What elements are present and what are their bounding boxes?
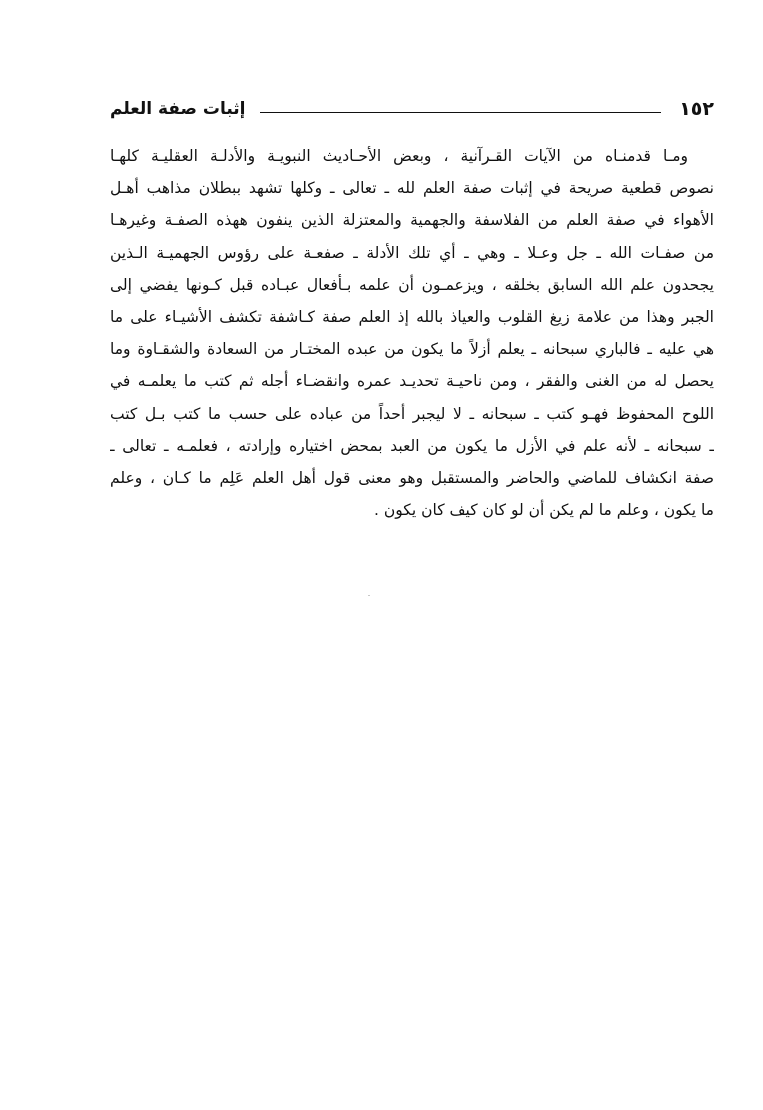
text-line: اللوح المحفوظ فهـو كتب ـ سبحانه ـ لا ليجبر أحداً من عباده على حسب ما كتب بـل كتب — [110, 404, 714, 423]
scan-speck — [368, 595, 370, 596]
text-line: هي عليه ـ فالباري سبحانه ـ يعلم أزلاً ما يكون من عبده المختـار من السعادة والشقـاوة وما — [110, 340, 714, 359]
running-title: إثبات صفة العلم — [110, 99, 246, 119]
text-line: ما يكون ، وعلم ما لم يكن أن لو كان كيف كان يكون . — [374, 501, 714, 520]
text-line: ـ سبحانه ـ لأنه علم في الأزل ما يكون من العبد بمحض اختياره وإرادته ، فعلمـه ـ تعالى ـ — [110, 436, 714, 455]
text-line: صفة انكشاف للماضي والحاضر والمستقبل وهو معنى قول أهل العلم عَلِم ما كـان ، وعلم — [110, 468, 714, 487]
header-rule — [260, 112, 662, 113]
body-paragraph — [110, 140, 714, 526]
page-number: ١٥٢ — [679, 98, 714, 120]
page-header — [110, 94, 714, 124]
text-line: يحصل له من الغنى والفقر ، ومن ناحيـة تحديـد عمره وانقضـاء أجله ثم كتب ما يعلمـه في — [110, 372, 714, 391]
text-line: الأهواء في صفة العلم من الفلاسفة والجهمية والمعتزلة الذين ينفون ههذه الصفـة وغيرهـا — [110, 211, 714, 230]
text-line: نصوص قطعية صريحة في إثبات صفة العلم لله ـ تعالى ـ وكلها تشهد ببطلان مذاهب أهـل — [110, 179, 714, 198]
text-line: الجبر وهذا من علامة زيغ القلوب والعياذ بالله إذ العلم صفة كـاشفة تكشف الأشيـاء على ما — [110, 307, 714, 326]
text-line: ومـا قدمنـاه من الآيات القـرآنية ، وبعض الأحـاديث النبويـة والأدلـة العقليـة كلهـا — [110, 147, 688, 165]
text-line: من صفـات الله ـ جل وعـلا ـ وهي ـ أي تلك الأدلة ـ صفعـة على رؤوس الجهميـة الـذين — [110, 243, 714, 262]
text-line: يجحدون علم الله السابق بخلقه ، ويزعمـون أن علمه بـأفعال عبـاده قبل كـونها يفضي إلى — [110, 275, 714, 294]
